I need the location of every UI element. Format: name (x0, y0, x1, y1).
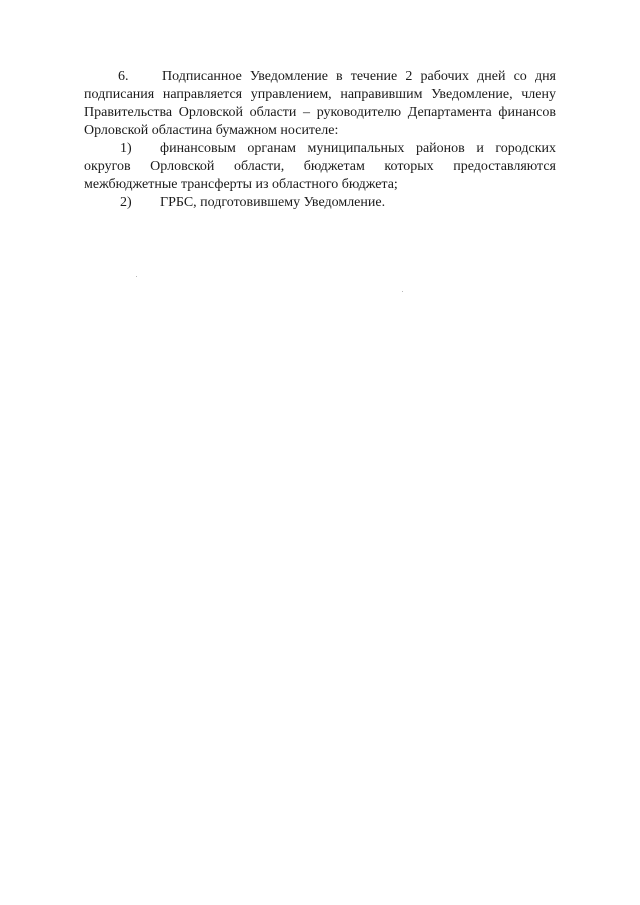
paragraph-text: Подписанное Уведомление в течение 2 рабочих дней со дня подписания направляется управлением, направившим Уведомление, члену Правительства Орловской области – руководителю Департамента финансов Орловской областина бумажном носителе: (84, 69, 556, 138)
scan-speck (402, 291, 403, 292)
scan-speck (136, 276, 137, 277)
list-item-number: 1) (120, 141, 132, 156)
list-item-text: ГРБС, подготовившему Уведомление. (160, 195, 386, 210)
list-item-number: 2) (120, 195, 132, 210)
document-body (84, 68, 556, 212)
paragraph-6 (84, 68, 556, 140)
list-item-1 (84, 140, 556, 194)
paragraph-number: 6. (118, 69, 129, 84)
list-item-text: финансовым органам муниципальных районов и городских округов Орловской области, бюджетам которых предоставляются межбюджетные трансферты из областного бюджета; (84, 141, 556, 192)
list-item-2 (84, 194, 556, 212)
